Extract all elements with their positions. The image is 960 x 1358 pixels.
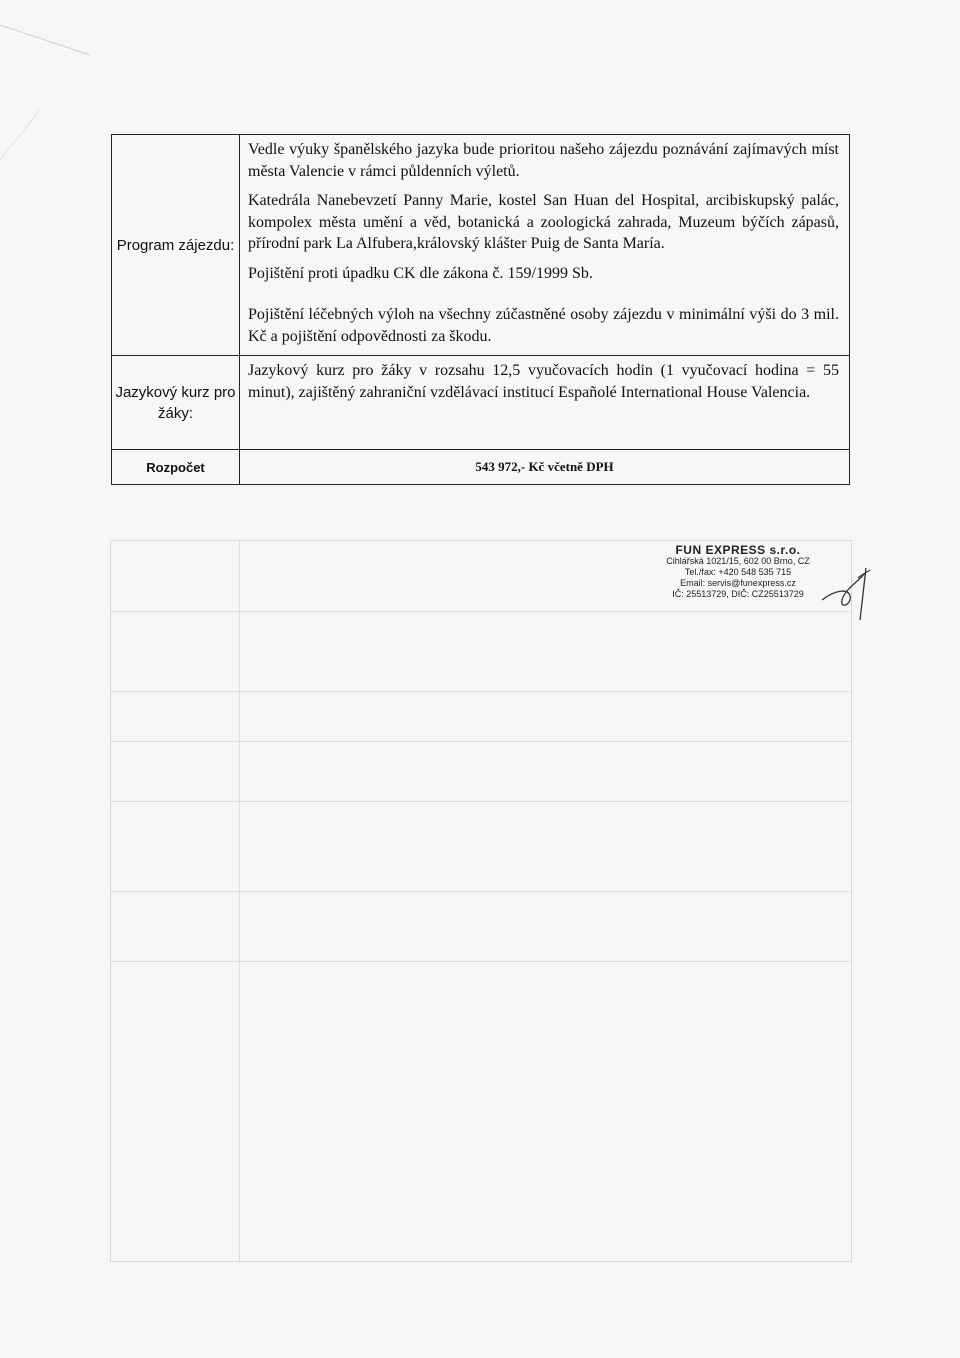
row-label-program	[112, 135, 240, 356]
stamp-email: Email: servis@funexpress.cz	[680, 578, 796, 588]
bleed-through-table	[110, 540, 852, 1262]
program-paragraph: Pojištění proti úpadku CK dle zákona č. 159/1999 Sb.	[248, 264, 593, 282]
table-row-program	[112, 135, 850, 356]
handwritten-signature	[820, 560, 890, 630]
row-content-program	[240, 135, 850, 356]
stamp-address: Cihlářská 1021/15, 602 00 Brno, CZ	[666, 556, 810, 566]
row-label-text: Program zájezdu:	[116, 236, 235, 254]
budget-value: 543 972,- Kč včetně DPH	[240, 450, 850, 485]
course-paragraph: Jazykový kurz pro žáky v rozsahu 12,5 vyučovacích hodin (1 vyučovací hodina = 55 minut), zajištěný zahraniční vzdělávací institucí Españolé International House Valencia.	[248, 362, 839, 401]
table-row-language-course	[112, 356, 850, 450]
budget-label: Rozpočet	[112, 450, 240, 485]
stamp-company: FUN EXPRESS s.r.o.	[675, 543, 801, 557]
program-paragraph: Vedle výuky španělského jazyka bude prioritou našeho zájezdu poznávání zajímavých míst města Valencie v rámci půldenních výletů.	[248, 141, 839, 180]
row-label-language-course	[112, 356, 240, 450]
stamp-ids: IČ: 25513729, DIČ: CZ25513729	[672, 589, 804, 599]
program-paragraph: Pojištění léčebných výloh na všechny zúčastněné osoby zájezdu v minimální výši do 3 mil. Kč a pojištění odpovědnosti za škodu.	[248, 306, 839, 345]
stamp-phone: Tel./fax: +420 548 535 715	[684, 567, 792, 577]
program-table	[111, 134, 850, 485]
program-paragraph: Katedrála Nanebevzetí Panny Marie, kostel San Huan del Hospital, arcibiskupský palác, kompolex města umění a věd, botanická a zoologická zahrada, Muzeum býčích zápasů, přírodní park La Alfubera,královský klášter Puig de Santa María.	[248, 192, 839, 252]
table-row-budget	[112, 450, 850, 485]
company-stamp	[648, 545, 828, 600]
row-content-language-course	[240, 356, 850, 450]
row-label-text: Jazykový kurz pro žáky:	[115, 383, 236, 422]
